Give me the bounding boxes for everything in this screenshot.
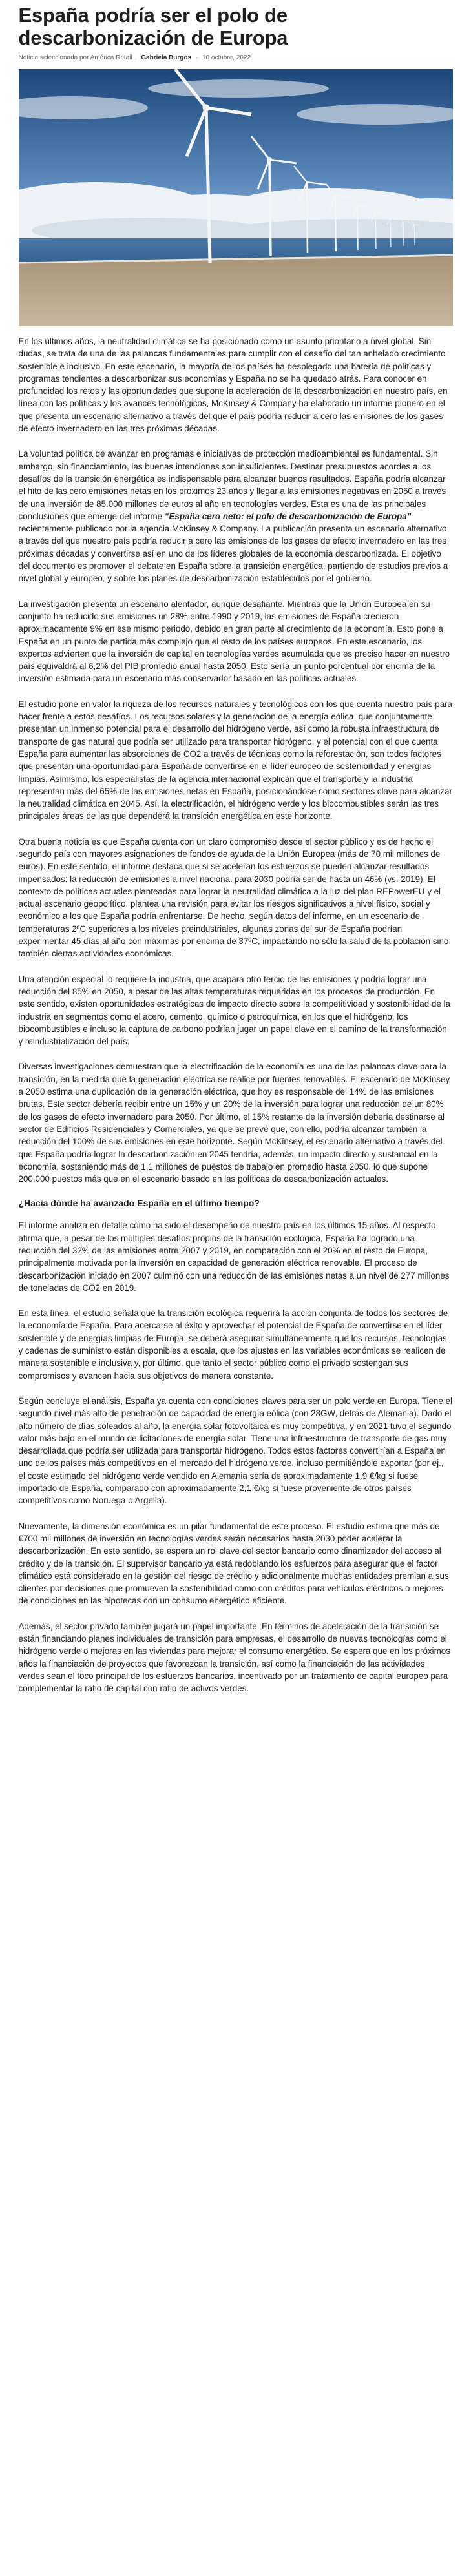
meta-prefix: Noticia seleccionada por: [18, 54, 89, 61]
article-meta: Noticia seleccionada por América Retail . Gabriela Burgos · 10 octubre, 2022: [18, 54, 251, 61]
article-title: España podría ser el polo de descarbonización de Europa: [18, 4, 288, 49]
meta-date: 10 octubre, 2022: [202, 54, 251, 61]
paragraph-2-text-a: La voluntad política de avanzar en programas e iniciativas de protección medioambiental es fundamental. Sin embargo, sin financiamiento, las buenas intenciones son insuficientes. Destinar presupuestos acordes a los desafíos de la transición energética es indispensable para alcanzar buenos resultados. España podría alcanzar el hito de las cero emisiones netas en los próximos 23 años y llegar a las emisiones negativas en 2050 a través de una inversión de 85.000 millones de euros al año en tecnologías verdes. Esta es una de las principales conclusiones que emerge del informe: [18, 449, 446, 521]
wind-turbines-illustration: [19, 69, 453, 326]
meta-author[interactable]: Gabriela Burgos: [141, 54, 192, 61]
paragraph-2-text-b: recientemente publicado por la agencia McKinsey & Company. La publicación presenta un escenario alternativo a través del que nuestro país podría reducir a cero las emisiones de los gases de efecto invernadero en las tres próximas décadas y convertirse así en uno de los líderes globales de la economía descarbonizada. El objetivo del documento es promover el debate en España sobre la transición energética, partiendo de estudios previos a nivel global y europeo, y sobre los planes de descarbonización establecidos por el gobierno.: [18, 524, 448, 584]
paragraph-4: El estudio pone en valor la riqueza de los recursos naturales y tecnológicos con los que cuenta nuestro país para hacer frente a estos desafíos. Los recursos solares y la generación de la energía eólica, que conjuntamente presentan un inmenso potencial para el desarrollo del hidrógeno verde, así como la robusta infraestructura de transporte de gas natural que podría ser utilizado para transportar hidrógeno, y el potencial con el que cuenta España para aumentar las absorciones de CO2 a través de técnicas como la reforestación, son todos factores que presentan una oportunidad para España de convertirse en el líder europeo de sostenibilidad y energías limpias. Asimismo, los especialistas de la agencia internacional explican que el transporte y la industria representan más del 65% de las emisiones netas en España, posicionándose como sectores clave para alcanzar la neutralidad climática en 2045. Así, la electrificación, el hidrógeno verde y los biocombustibles serán las tres principales áreas de las que dependerá la transición energética en este horizonte.: [18, 699, 452, 821]
paragraph-3: La investigación presenta un escenario alentador, aunque desafiante. Mientras que la Unión Europea en su conjunto ha reducido sus emisiones un 28% entre 1990 y 2019, las emisiones de España crecieron aproximadamente 9% en ese mismo periodo, debido en gran parte al crecimiento de la economía. Esto pone a España en un punto de partida más complejo que el resto de los países europeos. En este escenario, los expertos advierten que la inversión de capital en tecnologías verdes acumulada que es preciso hacer en nuestro país equivaldrá al 6,2% del PIB promedio anual hasta 2050. Esto sería un punto porcentual por encima de la inversión estimada para un escenario más conservador basado en las políticas actuales.: [18, 599, 450, 684]
paragraph-9: En esta línea, el estudio señala que la transición ecológica requerirá la acción conjunta de todos los sectores de la economía de España. Para acercarse al éxito y aprovechar el potencial de España de convertirse en el líder sostenible y de energías limpias de Europa, se deberá asegurar simultáneamente que los recursos, tecnologías y cadenas de suministro están disponibles a escala, que los ajustes en las variables económicas se realicen de manera sostenible e inclusiva y, por último, que tanto el sector público como el privado sostengan sus compromisos y avancen hacia sus objetivos de manera constante.: [18, 1308, 448, 1381]
paragraph-8: El informe analiza en detalle cómo ha sido el desempeño de nuestro país en los últimos 15 años. Al respecto, afirma que, a pesar de los múltiples desafíos propios de la transición ecológica, España ha logrado una reducción del 32% de las emisiones entre 2007 y 2019, en comparación con el 20% en el resto de Europa, principalmente motivada por la inversión en capacidad de generación eléctrica renovable. El proceso de descarbonización iniciado en 2007 culminó con una reducción de las emisiones netas a un nivel de 277 millones de toneladas de CO2 en 2019.: [18, 1221, 450, 1293]
paragraph-10: Según concluye el análisis, España ya cuenta con condiciones claves para ser un polo verde en Europa. Tiene el segundo nivel más alto de penetración de capacidad de energía eólica (con 28GW, detrás de Alemania). Dado el alto número de días soleados al año, la energía solar fotovoltaica es muy competitiva, y en 2021 tuvo el segundo valor más bajo en el mundo de licitaciones de energía solar. Tiene una infraestructura de transporte de gas muy desarrollada que podría ser utilizada para transportar hidrógeno. Todos estos factores convertirían a España en uno de los países más competitivos en el mercado del hidrógeno verde, incluso permitiéndole exportar (por ej., el coste estimado del hidrógeno verde vendido en Alemania sería de aproximadamente 1,9 €/kg si fuese importado de España, comparado con aproximadamente 2,1 €/kg si fuese proveniente de otros países competitivos como Noruega o Argelia).: [18, 1396, 452, 1506]
paragraph-2: [19, 448, 453, 584]
paragraph-1: En los últimos años, la neutralidad climática se ha posicionado como un asunto prioritario a nivel global. Sin dudas, se trata de una de las palancas fundamentales para cumplir con el desafío del tan anhelado crecimiento sostenible e inclusivo. En este escenario, la mayoría de los países ha desplegado una batería de políticas y programas tendientes a descarbonizar sus economías y España no se ha quedado atrás. Para conocer en profundidad los retos y las oportunidades que supone la aceleración de la descarbonización en nuestro país, en línea con las políticas y los avances tecnológicos, McKinsey & Company ha elaborado un informe pionero en el que presenta un escenario alternativo a través del que el país podría reducir a cero las emisiones de los gases de efecto invernadero en las tres próximas décadas.: [18, 336, 448, 434]
hero-image: [19, 69, 453, 326]
paragraph-11: Nuevamente, la dimensión económica es un pilar fundamental de este proceso. El estudio estima que más de €700 mil millones de inversión en tecnologías verdes serán necesarios hasta 2030 poder acelerar la descarbonización. En este sentido, se espera un rol clave del sector bancario como dinamizador del acceso al crédito y de la transición. El supervisor bancario ya está redoblando los esfuerzos para asegurar que el factor climático está considerado en la gestión del riesgo de crédito y adicionalmente muchas entidades premian a sus clientes por decisiones que promueven la sostenibilidad como con créditos para vehículos eléctricos o mejores de condiciones en las hipotecas con un consumo energético eficiente.: [18, 1521, 449, 1606]
meta-site[interactable]: América Retail: [90, 54, 132, 61]
paragraph-6: Una atención especial lo requiere la industria, que acapara otro tercio de las emisiones y podría lograr una reducción del 85% en 2050, a pesar de las altas temperaturas requeridas en los procesos de producción. En este sentido, existen oportunidades estratégicas de impacto directo sobre la competitividad y sostenibilidad de la industria en segmentos como el acero, cemento, químico o petroquímica, en los que el hidrógeno, los biocombustibles e incluso la captura de carbono podrían jugar un papel clave en el camino de la transformación y reindustrialización del país.: [18, 974, 450, 1047]
paragraph-12: Además, el sector privado también jugará un papel importante. En términos de aceleración de la transición se están financiando planes individuales de transición para empresas, el desarrollo de nuevas tecnologías como el hidrógeno verde o mejoras en las viviendas para mejorar el consumo energético. Se espera que en los próximos años la financiación de proyectos que favorezcan la transición, así como la financiación de las actividades verdes sean el foco principal de los esfuerzos bancarios, incentivado por un tratamiento de capital europeo para complementar la ratio de capital con ratio de activos verdes.: [18, 1621, 450, 1694]
section-subheading: ¿Hacia dónde ha avanzado España en el último tiempo?: [18, 1198, 260, 1209]
paragraph-5: Otra buena noticia es que España cuenta con un claro compromiso desde el sector público y es de hecho el segundo país con mayores asignaciones de fondos de ayuda de la Unión Europea (más de 70 mil millones de euros). En este sentido, el informe destaca que si se aceleran los esfuerzos se pueden alcanzar resultados impensados: la reducción de emisiones a nivel nacional para 2030 podría ser de hasta un 46% (vs. 2019). El contexto de políticas actuales planteadas para lograr la neutralidad climática a la luz del plan REPowerEU y el actual escenario geopolítico, plantea una revisión para evitar los riesgos significativos a nivel físico, social y económico a los que España podría enfrentarse. De hecho, según datos del informe, en un escenario de temperaturas 2ºC superiores a los niveles preindustriales, algunas zonas del sur de España podrían experimentar 45 días al año con máximas por encima de 37ºC, impactando no sólo la salud de la población sino también ciertas actividades económicas.: [18, 836, 449, 959]
article: [19, 0, 453, 1695]
paragraph-7: Diversas investigaciones demuestran que la electrificación de la economía es una de las palancas clave para la transición, en la medida que la generación eléctrica se realice por fuentes renovables. El escenario de McKinsey a 2050 estima una duplicación de la generación eléctrica, que hoy es responsable del 14% de las emisiones brutas. Este sector debería recibir entre un 15% y un 20% de la inversión para lograr una reducción de un 80% de los gases de efecto invernadero para 2050. Por último, el 15% restante de la inversión debería destinarse al sector de Edificios Residenciales y Comerciales, ya que se prevé que, con ello, podría alcanzar también la reducción del 100% de sus emisiones en este horizonte. Según McKinsey, el escenario alternativo a través del que España podría lograr la descarbonización en 2045 tendría, además, un impacto directo y sustancial en la economía, sosteniendo más de 1,1 millones de puestos de trabajo en promedio hasta 2050, lo que supone 200.000 puestos más que en el escenario basado en las políticas de descarbonización actuales.: [18, 1062, 450, 1184]
report-title-quote: “España cero neto: el polo de descarbonización de Europa”: [164, 511, 412, 521]
